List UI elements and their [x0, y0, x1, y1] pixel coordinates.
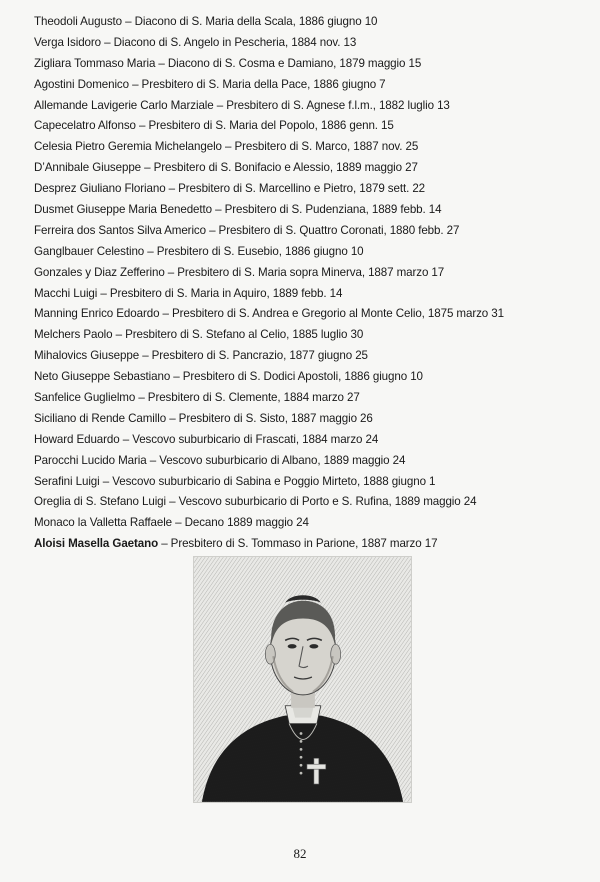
cardinal-title: – Vescovo suburbicario di Albano, 1889 maggio 24 [146, 453, 406, 467]
list-item [34, 116, 594, 137]
cardinal-title: – Diacono di S. Cosma e Damiano, 1879 maggio 15 [155, 56, 422, 70]
list-item [34, 33, 594, 54]
cardinal-title: – Presbitero di S. Pudenziana, 1889 febb. 14 [212, 203, 442, 217]
list-item [34, 179, 594, 200]
cardinal-title: – Diacono di S. Angelo in Pescheria, 1884 nov. 13 [101, 35, 357, 49]
list-item [34, 409, 594, 430]
cardinal-title: – Presbitero di S. Maria in Aquiro, 1889 febb. 14 [97, 286, 343, 300]
cardinal-name: Celesia Pietro Geremia Michelangelo [34, 140, 222, 154]
cardinal-name: Howard Eduardo [34, 432, 120, 446]
list-item-highlighted [34, 534, 594, 555]
list-item [34, 284, 594, 305]
cardinal-name: Macchi Luigi [34, 286, 98, 300]
cardinal-name: Mihalovics Giuseppe [34, 349, 140, 363]
cardinal-title: – Presbitero di S. Pancrazio, 1877 giugno 25 [139, 349, 368, 363]
list-item [34, 242, 594, 263]
cardinal-name: Agostini Domenico [34, 77, 129, 91]
cardinal-name: Verga Isidoro [34, 35, 102, 49]
list-item [34, 200, 594, 221]
list-item [34, 346, 594, 367]
cardinal-title: – Presbitero di S. Dodici Apostoli, 1886 giugno 10 [170, 370, 423, 384]
portrait-engraving [194, 557, 411, 802]
list-item [34, 221, 594, 242]
cardinal-title: – Presbitero di S. Clemente, 1884 marzo 27 [135, 391, 360, 405]
list-item [34, 325, 594, 346]
cardinal-title: – Presbitero di S. Bonifacio e Alessio, 1889 maggio 27 [141, 161, 418, 175]
cardinal-portrait [193, 556, 412, 803]
cardinal-name: Parocchi Lucido Maria [34, 453, 147, 467]
list-item [34, 137, 594, 158]
list-item [34, 430, 594, 451]
list-item [34, 472, 594, 493]
cardinal-title: – Presbitero di S. Tommaso in Parione, 1887 marzo 17 [158, 537, 438, 551]
cardinal-name: Zigliara Tommaso Maria [34, 56, 156, 70]
cardinal-name: Neto Giuseppe Sebastiano [34, 370, 171, 384]
cardinal-title: – Vescovo suburbicario di Porto e S. Rufina, 1889 maggio 24 [166, 495, 477, 509]
cardinal-name: Ganglbauer Celestino [34, 244, 145, 258]
list-item [34, 263, 594, 284]
cardinal-name: D’Annibale Giuseppe [34, 161, 142, 175]
cardinal-name: Siciliano di Rende Camillo [34, 411, 167, 425]
cardinal-title: – Presbitero di S. Marcellino e Pietro, 1879 sett. 22 [165, 182, 426, 196]
cardinal-name: Gonzales y Diaz Zefferino [34, 265, 165, 279]
list-item [34, 158, 594, 179]
cardinal-name: Monaco la Valletta Raffaele [34, 516, 173, 530]
cardinal-title: – Presbitero di S. Stefano al Celio, 1885 luglio 30 [112, 328, 364, 342]
cardinal-name: Capecelatro Alfonso [34, 119, 136, 133]
list-item [34, 75, 594, 96]
cardinal-title: – Presbitero di S. Maria della Pace, 1886 giugno 7 [128, 77, 386, 91]
cardinal-name: Allemande Lavigerie Carlo Marziale [34, 98, 214, 112]
list-item [34, 451, 594, 472]
cardinal-title: – Presbitero di S. Agnese f.l.m., 1882 luglio 13 [213, 98, 450, 112]
cardinal-name: Sanfelice Guglielmo [34, 391, 136, 405]
cardinal-title: – Presbitero di S. Quattro Coronati, 1880 febb. 27 [205, 223, 460, 237]
list-item [34, 54, 594, 75]
cardinal-name-bold: Aloisi Masella Gaetano [34, 537, 159, 551]
list-item [34, 304, 594, 325]
list-item [34, 367, 594, 388]
cardinal-title: – Presbitero di S. Sisto, 1887 maggio 26 [166, 411, 373, 425]
cardinal-name: Serafini Luigi [34, 474, 100, 488]
cardinal-title: – Vescovo suburbicario di Sabina e Poggio Mirteto, 1888 giugno 1 [99, 474, 436, 488]
list-item [34, 96, 594, 117]
cardinal-title: – Decano 1889 maggio 24 [172, 516, 309, 530]
list-item [34, 513, 594, 534]
cardinal-title: – Presbitero di S. Maria del Popolo, 1886 genn. 15 [135, 119, 394, 133]
list-item [34, 492, 594, 513]
cardinal-name: Desprez Giuliano Floriano [34, 182, 166, 196]
page-number: 82 [293, 846, 307, 861]
cardinal-list [34, 12, 594, 555]
cardinal-title: – Presbitero di S. Andrea e Gregorio al Monte Celio, 1875 marzo 31 [159, 307, 504, 321]
cardinal-name: Theodoli Augusto [34, 15, 122, 28]
cardinal-title: – Presbitero di S. Maria sopra Minerva, 1887 marzo 17 [164, 265, 445, 279]
cardinal-title: – Diacono di S. Maria della Scala, 1886 giugno 10 [122, 15, 378, 28]
cardinal-name: Dusmet Giuseppe Maria Benedetto [34, 203, 212, 217]
cardinal-name: Ferreira dos Santos Silva Americo [34, 223, 206, 237]
cardinal-title: – Presbitero di S. Marco, 1887 nov. 25 [221, 140, 419, 154]
list-item [34, 12, 594, 33]
cardinal-title: – Vescovo suburbicario di Frascati, 1884 marzo 24 [119, 432, 379, 446]
cardinal-name: Manning Enrico Edoardo [34, 307, 160, 321]
list-item [34, 388, 594, 409]
cardinal-title: – Presbitero di S. Eusebio, 1886 giugno 10 [144, 244, 364, 258]
cardinal-name: Oreglia di S. Stefano Luigi [34, 495, 166, 509]
cardinal-name: Melchers Paolo [34, 328, 113, 342]
